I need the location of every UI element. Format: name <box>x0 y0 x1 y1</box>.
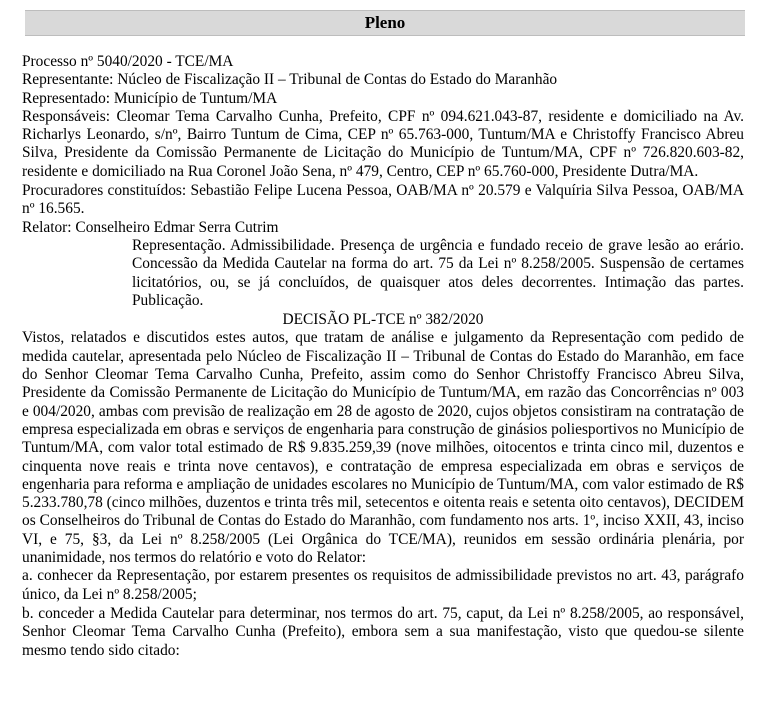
responsaveis: Responsáveis: Cleomar Tema Carvalho Cunha, Prefeito, CPF nº 094.621.043-87, residente e domiciliado na Av. Richarlys Leonardo, s/nº, Bairro Tuntum de Cima, CEP nº 65.763-000, Tuntum/MA e Christoffy Francisco Abreu Silva, Presidente da Comissão Permanente de Licitação do Município de Tuntum/MA, CPF nº 726.820.603-82, residente e domiciliado na Rua Coronel João Sena, nº 479, Centro, CEP nº 65.760-000, Presidente Dutra/MA. <box>22 107 744 180</box>
decision-item-a: a. conhecer da Representação, por estarem presentes os requisitos de admissibilidade previstos no art. 43, parágrafo único, da Lei nº 8.258/2005; <box>22 567 744 603</box>
document-body <box>22 53 744 660</box>
decision-title: DECISÃO PL-TCE nº 382/2020 <box>282 311 484 329</box>
ementa: Representação. Admissibilidade. Presença de urgência e fundado receio de grave lesão ao erário. Concessão da Medida Cautelar na forma do art. 75 da Lei nº 8.258/2005. Suspensão de certames licitatórios, ou, se já concluídos, de quaisquer atos deles decorrentes. Intimação das partes. Publicação. <box>132 236 744 309</box>
process-number: Processo nº 5040/2020 - TCE/MA <box>22 53 234 70</box>
decision-body: Vistos, relatados e discutidos estes autos, que tratam de análise e julgamento da Representação com pedido de medida cautelar, apresentada pelo Núcleo de Fiscalização II – Tribunal de Contas do Estado do Maranhão, em face do Senhor Cleomar Tema Carvalho Cunha, Prefeito, assim como do Senhor Christoffy Francisco Abreu Silva, Presidente da Comissão Permanente de Licitação do Município de Tuntum/MA, em razão das Concorrências nº 003 e 004/2020, ambas com previsão de realização em 28 de agosto de 2020, cujos objetos consistiram na contratação de empresa especializada em obras e serviços de engenharia para construção de ginásios poliesportivos no Município de Tuntum/MA, com valor total estimado de R$ 9.835.259,39 (nove milhões, oitocentos e trinta cinco mil, duzentos e cinquenta nove reais e trinta nove centavos), e contratação de empresa especializada em obras e serviços de engenharia para reforma e ampliação de unidades escolares no Município de Tuntum/MA, com valor estimado de R$ 5.233.780,78 (cinco milhões, duzentos e trinta três mil, setecentos e oitenta reais e setenta oito centavos), DECIDEM os Conselheiros do Tribunal de Contas do Estado do Maranhão, com fundamento nos arts. 1º, inciso XXII, 43, inciso VI, e 75, §3, da Lei nº 8.258/2005 (Lei Orgânica do TCE/MA), reunidos em sessão ordinária plenária, por unanimidade, nos termos do relatório e voto do Relator: <box>22 329 744 567</box>
procuradores: Procuradores constituídos: Sebastião Felipe Lucena Pessoa, OAB/MA nº 20.579 e Valquíria Silva Pessoa, OAB/MA nº 16.565. <box>22 182 744 218</box>
relator: Relator: Conselheiro Edmar Serra Cutrim <box>22 218 279 236</box>
decision-item-b: b. conceder a Medida Cautelar para determinar, nos termos do art. 75, caput, da Lei nº 8.258/2005, ao responsável, Senhor Cleomar Tema Carvalho Cunha (Prefeito), embora sem a sua manifestação, visto que quedou-se silente mesmo tendo sido citado: <box>22 604 744 659</box>
section-header <box>25 10 745 36</box>
document-page <box>0 10 770 721</box>
section-title: Pleno <box>364 12 406 32</box>
representado: Representado: Município de Tuntum/MA <box>22 89 278 107</box>
representante: Representante: Núcleo de Fiscalização II – Tribunal de Contas do Estado do Maranhão <box>22 71 558 89</box>
